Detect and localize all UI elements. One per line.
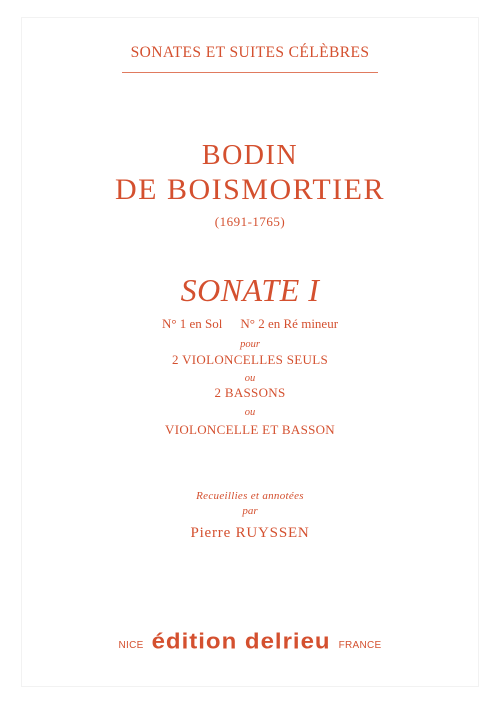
work-number-2: N° 2 en Ré mineur bbox=[240, 316, 339, 331]
publisher-city: NICE bbox=[118, 639, 144, 651]
series-title: SONATES ET SUITES CÉLÈBRES bbox=[130, 44, 370, 61]
publisher-logo: édition delrieu bbox=[151, 629, 331, 654]
or-label-2: ou bbox=[244, 407, 256, 418]
composer-last-name: DE BOISMORTIER bbox=[114, 173, 386, 206]
instrumentation-1: 2 VIOLONCELLES SEULS bbox=[172, 352, 328, 367]
composer-dates: (1691-1765) bbox=[214, 214, 286, 229]
publisher-imprint bbox=[0, 628, 500, 656]
credit-line: Recueillies et annotées bbox=[196, 490, 304, 502]
instrumentation-2: 2 BASSONS bbox=[214, 385, 286, 400]
pour-label: pour bbox=[240, 339, 260, 350]
or-label-1: ou bbox=[244, 373, 256, 384]
publisher-country: FRANCE bbox=[338, 639, 382, 651]
instrumentation-3: VIOLONCELLE ET BASSON bbox=[165, 422, 335, 437]
title-rule bbox=[122, 72, 378, 73]
work-title: SONATE I bbox=[180, 272, 320, 308]
work-number-1: N° 1 en Sol bbox=[161, 316, 223, 331]
composer-first-name: BODIN bbox=[201, 140, 299, 171]
editor-name: Pierre RUYSSEN bbox=[190, 525, 310, 541]
par-label: par bbox=[242, 505, 258, 517]
work-numbers bbox=[0, 316, 500, 332]
